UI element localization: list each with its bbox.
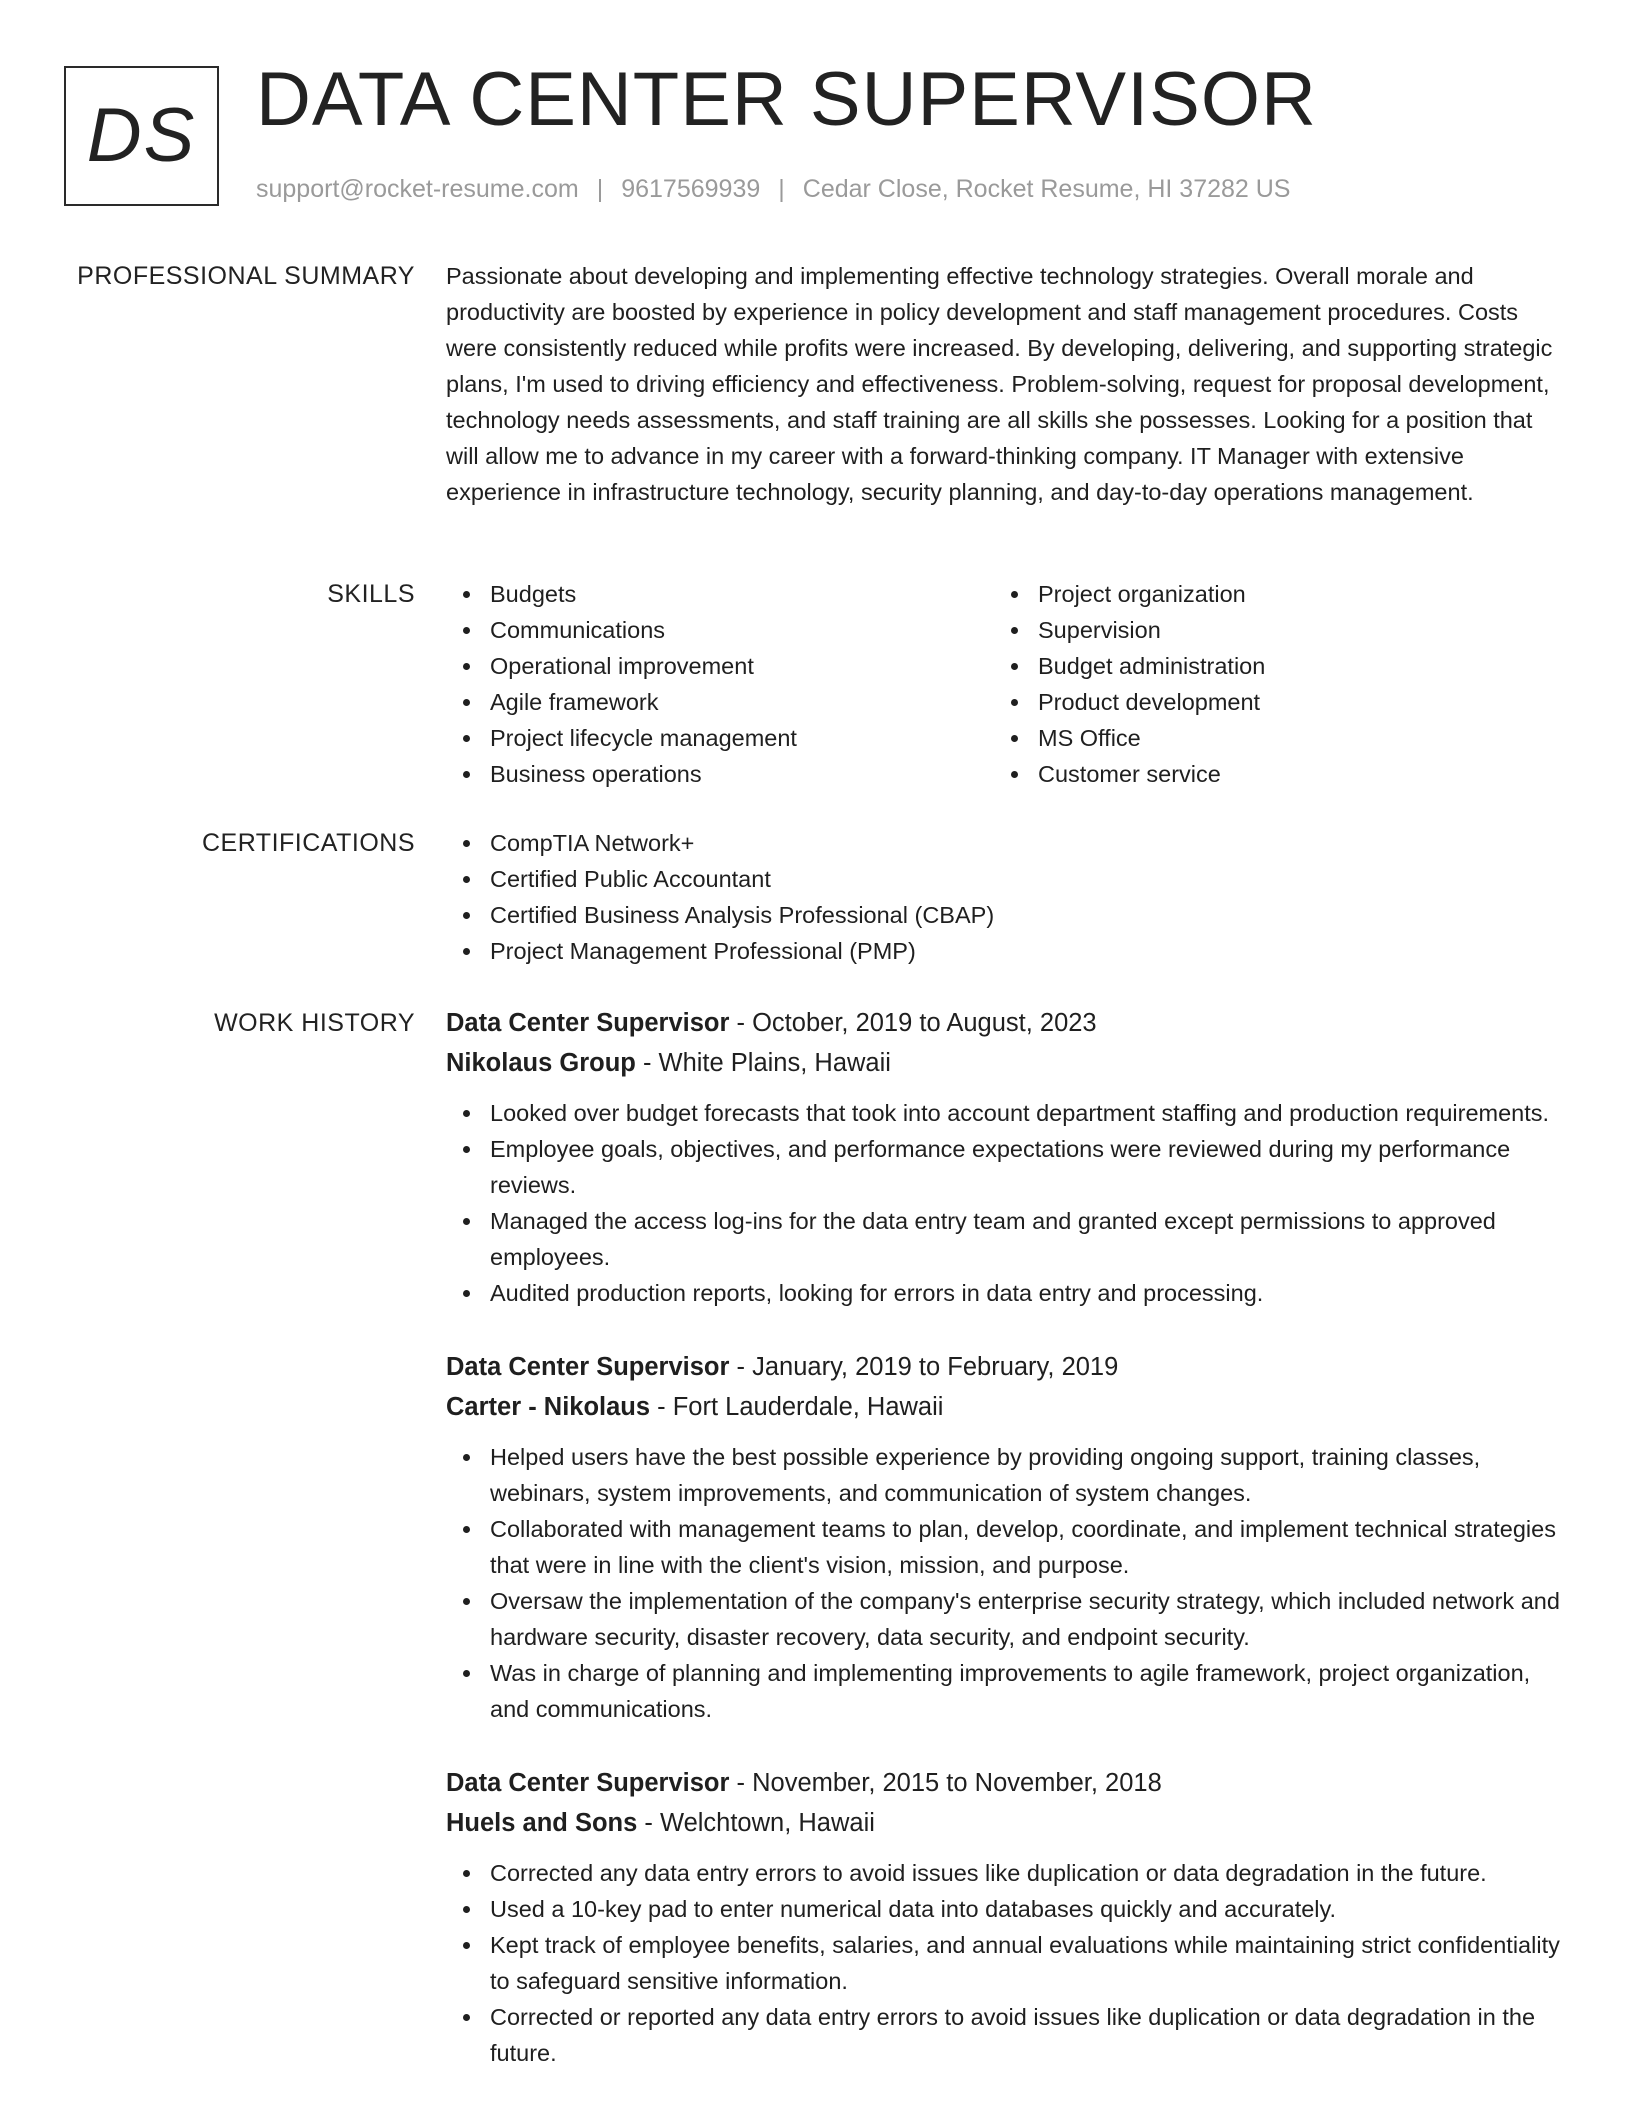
certification-item: Project Management Professional (PMP): [446, 933, 1562, 969]
job-dates: - October, 2019 to August, 2023: [729, 1009, 1097, 1037]
job-title: Data Center Supervisor: [446, 1009, 730, 1037]
job-bullet: Collaborated with management teams to plan, develop, coordinate, and implement technical strategies that were in line with the client's vision, mission, and purpose.: [446, 1511, 1562, 1583]
certification-item: Certified Business Analysis Professional (CBAP): [446, 897, 1562, 933]
skills-list-left: [446, 576, 994, 792]
resume-title: DATA CENTER SUPERVISOR: [256, 57, 1317, 142]
skill-item: Project lifecycle management: [446, 720, 994, 756]
skill-item: Operational improvement: [446, 648, 994, 684]
job-title-line: [446, 1003, 1562, 1043]
job-bullet: Employee goals, objectives, and performance expectations were reviewed during my performance reviews.: [446, 1131, 1562, 1203]
job-bullet: Corrected any data entry errors to avoid issues like duplication or data degradation in the future.: [446, 1855, 1562, 1891]
job-location: - White Plains, Hawaii: [635, 1049, 891, 1077]
contact-email[interactable]: support@rocket-resume.com: [256, 175, 579, 203]
job-company-line: [446, 1387, 1562, 1427]
skill-item: Customer service: [994, 756, 1542, 792]
job-location: - Welchtown, Hawaii: [637, 1809, 875, 1837]
certification-item: Certified Public Accountant: [446, 861, 1562, 897]
job-bullet: Corrected or reported any data entry errors to avoid issues like duplication or data degradation in the future.: [446, 1999, 1562, 2071]
skill-item: MS Office: [994, 720, 1542, 756]
contact-phone[interactable]: 9617569939: [621, 175, 761, 203]
skill-item: Product development: [994, 684, 1542, 720]
job-bullets: [446, 1855, 1562, 2071]
job-dates: - January, 2019 to February, 2019: [729, 1353, 1119, 1381]
contact-separator: |: [778, 175, 785, 203]
skill-item: Communications: [446, 612, 994, 648]
job-location: - Fort Lauderdale, Hawaii: [650, 1393, 944, 1421]
job-entry: [446, 1003, 1562, 1311]
job-company: Nikolaus Group: [446, 1049, 636, 1077]
skill-item: Agile framework: [446, 684, 994, 720]
job-bullets: [446, 1095, 1562, 1311]
job-company-line: [446, 1803, 1562, 1843]
job-bullet: Looked over budget forecasts that took into account department staffing and production requirements.: [446, 1095, 1562, 1131]
contact-separator: |: [596, 175, 604, 203]
job-bullet: Used a 10-key pad to enter numerical data into databases quickly and accurately.: [446, 1891, 1562, 1927]
skill-item: Budgets: [446, 576, 994, 612]
job-company-line: [446, 1043, 1562, 1083]
job-bullet: Audited production reports, looking for errors in data entry and processing.: [446, 1275, 1562, 1311]
job-bullet: Helped users have the best possible experience by providing ongoing support, training classes, webinars, system improvements, and communication of system changes.: [446, 1439, 1562, 1511]
skill-item: Budget administration: [994, 648, 1542, 684]
certifications-heading: CERTIFICATIONS: [201, 829, 415, 857]
monogram-box: [64, 66, 219, 206]
monogram-initials: DS: [86, 93, 197, 178]
contact-address: Cedar Close, Rocket Resume, HI 37282 US: [802, 175, 1291, 203]
job-title-line: [446, 1347, 1562, 1387]
job-bullet: Oversaw the implementation of the company's enterprise security strategy, which included network and hardware security, disaster recovery, data security, and endpoint security.: [446, 1583, 1562, 1655]
job-entry: [446, 1763, 1562, 2071]
skill-item: Supervision: [994, 612, 1542, 648]
skills-list-right: [994, 576, 1542, 792]
job-entry: [446, 1347, 1562, 1727]
summary-heading: PROFESSIONAL SUMMARY: [77, 262, 415, 290]
skills-heading: SKILLS: [327, 580, 415, 608]
job-bullet: Managed the access log-ins for the data entry team and granted except permissions to approved employees.: [446, 1203, 1562, 1275]
certifications-list: [446, 825, 1562, 969]
job-title-line: [446, 1763, 1562, 1803]
job-dates: - November, 2015 to November, 2018: [729, 1769, 1162, 1797]
job-company: Carter - Nikolaus: [446, 1393, 651, 1421]
job-bullet: Was in charge of planning and implementing improvements to agile framework, project organization, and communications.: [446, 1655, 1562, 1727]
job-bullet: Kept track of employee benefits, salaries, and annual evaluations while maintaining strict confidentiality to safeguard sensitive information.: [446, 1927, 1562, 1999]
skill-item: Project organization: [994, 576, 1542, 612]
job-company: Huels and Sons: [446, 1809, 638, 1837]
job-title: Data Center Supervisor: [446, 1353, 730, 1381]
summary-text: Passionate about developing and implementing effective technology strategies. Overall morale and productivity are boosted by experience in policy development and staff management procedures. Costs were consistently reduced while profits were increased. By developing, delivering, and supporting strategic plans, I'm used to driving efficiency and effectiveness. Problem-solving, request for proposal development, technology needs assessments, and staff training are all skills she possesses. Looking for a position that will allow me to advance in my career with a forward-thinking company. IT Manager with extensive experience in infrastructure technology, security planning, and day-to-day operations management.: [446, 263, 1553, 505]
certification-item: CompTIA Network+: [446, 825, 1562, 861]
job-title: Data Center Supervisor: [446, 1769, 730, 1797]
contact-line: [256, 175, 1291, 204]
job-bullets: [446, 1439, 1562, 1727]
work-history-heading: WORK HISTORY: [214, 1009, 415, 1037]
skill-item: Business operations: [446, 756, 994, 792]
